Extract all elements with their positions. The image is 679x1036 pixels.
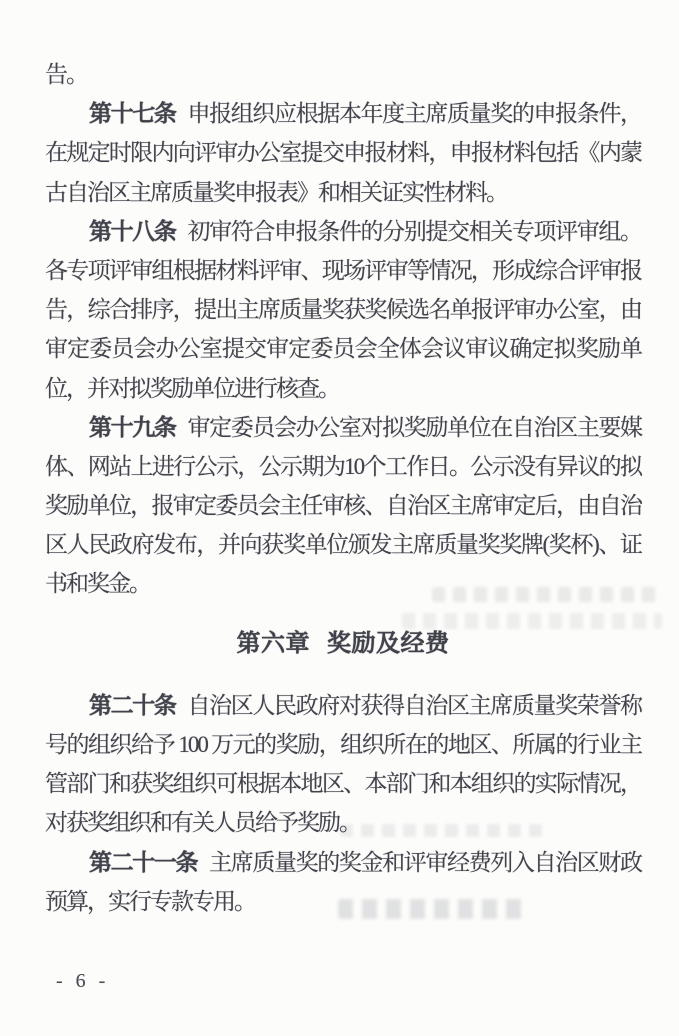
text-line: [45, 94, 641, 133]
text-line: [45, 55, 641, 94]
text-run: 古自治区主席质量奖申报表》和相关证实性材料。: [45, 179, 507, 205]
text-line: [45, 525, 641, 564]
text-run: 自治区人民政府对获得自治区主席质量奖荣誉称: [187, 692, 641, 718]
text-line: [45, 133, 641, 172]
article-number: 第十七条: [89, 101, 176, 127]
text-run: 主席质量奖的奖金和评审经费列入自治区财政: [209, 849, 641, 875]
text-line: [45, 843, 641, 882]
bleed-through-smudge: [402, 613, 662, 629]
text-line: [45, 251, 641, 290]
bleed-through-smudge: [340, 824, 545, 837]
text-run: 对获奖组织和有关人员给予奖励。: [45, 810, 360, 836]
text-run: 告。: [45, 62, 87, 87]
article-number: 第十九条: [89, 414, 176, 440]
text-run: 号的组织给予 100 万元的奖励，组织所在的地区、所属的行业主: [45, 732, 641, 757]
text-line: [45, 447, 641, 486]
text-run: 初审符合申报条件的分别提交相关专项评审组。: [187, 218, 641, 244]
text-run: 书和奖金。: [45, 571, 150, 597]
text-line: [45, 369, 641, 408]
chapter-heading: [45, 625, 641, 664]
text-run: 告，综合排序，提出主席质量奖获奖候选名单报评审办公室，由: [45, 297, 641, 323]
bleed-through-smudge: [338, 899, 528, 919]
chapter-title: 奖励及经费: [327, 630, 450, 657]
text-line: [45, 686, 641, 725]
article-number: 第十八条: [89, 218, 176, 244]
chapter-number: 第六章: [236, 630, 310, 657]
text-line: [45, 408, 641, 447]
text-run: 各专项评审组根据材料评审、现场评审等情况，形成综合评审报: [45, 257, 641, 283]
article-number: 第二十条: [89, 692, 176, 718]
document-text-block: [45, 55, 641, 921]
text-line: [45, 212, 641, 251]
text-run: 管部门和获奖组织可根据本地区、本部门和本组织的实际情况，: [45, 771, 641, 797]
text-line: [45, 329, 641, 368]
text-line: [45, 486, 641, 525]
text-run: 审定委员会办公室对拟奖励单位在自治区主要媒: [187, 414, 641, 440]
text-run: 在规定时限内向评审办公室提交申报材料，申报材料包括《内蒙: [45, 140, 641, 166]
text-run: 奖励单位，报审定委员会主任审核、自治区主席审定后，由自治: [45, 493, 641, 519]
text-run: 体、网站上进行公示，公示期为10个工作日。公示没有异议的拟: [45, 453, 641, 479]
text-run: 申报组织应根据本年度主席质量奖的申报条件，: [187, 101, 641, 127]
text-line: [45, 764, 641, 803]
article-number: 第二十一条: [89, 849, 198, 875]
bleed-through-smudge: [432, 587, 657, 602]
text-run: 预算，实行专款专用。: [45, 888, 255, 914]
text-run: 区人民政府发布，并向获奖单位颁发主席质量奖奖牌(奖杯)、证: [45, 532, 641, 558]
text-run: 位，并对拟奖励单位进行核查。: [45, 375, 339, 401]
text-line: [45, 290, 641, 329]
text-line: [45, 725, 641, 764]
page-number-footer: - 6 -: [56, 970, 110, 992]
text-line: [45, 173, 641, 212]
text-run: 审定委员会办公室提交审定委员会全体会议审议确定拟奖励单: [45, 336, 641, 362]
